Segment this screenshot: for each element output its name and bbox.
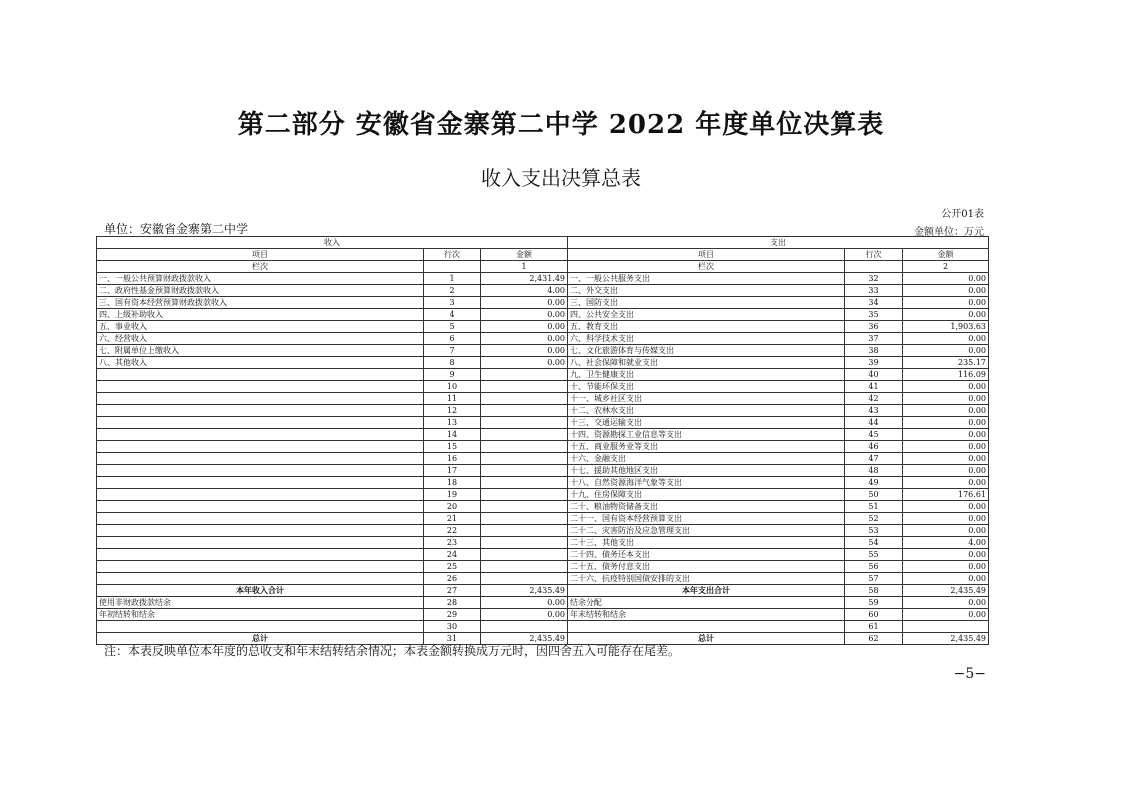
table-row [97,381,989,393]
expense-line-cell: 40 [845,369,903,381]
expense-amount-cell: 0.00 [903,441,989,453]
income-amount-cell [481,369,568,381]
expense-item-cell: 二、外交支出 [568,285,845,297]
page-title: 第二部分 安徽省金寨第二中学 2022 年度单位决算表 [237,110,885,140]
expense-lanci-blank [845,261,903,273]
expense-line-cell: 39 [845,357,903,369]
income-item-cell: 本年收入合计 [97,585,424,597]
income-line-cell: 25 [424,561,481,573]
expense-line-cell: 54 [845,537,903,549]
table-subtitle: 收入支出决算总表 [481,166,641,190]
income-line-cell: 30 [424,621,481,633]
income-amount-cell [481,573,568,585]
expense-line-cell: 36 [845,321,903,333]
income-amount-cell [481,561,568,573]
expense-line-cell: 48 [845,465,903,477]
income-amount-cell: 0.00 [481,597,568,609]
income-item-cell: 四、上级补助收入 [97,309,424,321]
expense-line-cell: 53 [845,525,903,537]
expense-line-cell: 55 [845,549,903,561]
expense-line-cell: 57 [845,573,903,585]
expense-line-cell: 45 [845,429,903,441]
expense-item-cell: 十九、住房保障支出 [568,489,845,501]
table-row [97,405,989,417]
expense-item-cell: 本年支出合计 [568,585,845,597]
income-line-cell: 2 [424,285,481,297]
expense-amount-cell: 0.00 [903,309,989,321]
income-item-cell [97,561,424,573]
income-item-cell [97,549,424,561]
expense-amount-cell: 0.00 [903,393,989,405]
income-amount-cell [481,381,568,393]
expense-item-header: 项目 [568,249,845,261]
income-line-cell: 4 [424,309,481,321]
income-item-cell [97,393,424,405]
expense-amount-cell: 0.00 [903,477,989,489]
income-line-cell: 23 [424,537,481,549]
expense-amount-cell: 0.00 [903,513,989,525]
income-line-cell: 29 [424,609,481,621]
table-row [97,285,989,297]
table-row [97,333,989,345]
income-item-cell [97,573,424,585]
unit-label: 单位：安徽省金寨第二中学 [104,222,249,236]
expense-line-cell: 46 [845,441,903,453]
income-line-cell: 19 [424,489,481,501]
expense-line-header: 行次 [845,249,903,261]
table-row [97,489,989,501]
income-item-cell: 五、事业收入 [97,321,424,333]
expense-amount-cell: 0.00 [903,525,989,537]
income-item-cell [97,453,424,465]
page-number: −5− [953,666,986,682]
expense-line-cell: 59 [845,597,903,609]
expense-amount-cell: 116.09 [903,369,989,381]
expense-amount-cell: 1,903.63 [903,321,989,333]
expense-item-cell: 十四、资源勘探工业信息等支出 [568,429,845,441]
expense-amount-cell: 0.00 [903,345,989,357]
income-amount-cell [481,429,568,441]
expense-line-cell: 38 [845,345,903,357]
income-item-cell [97,417,424,429]
section-header-row [97,237,989,249]
income-amount-cell [481,525,568,537]
expense-line-cell: 56 [845,561,903,573]
expense-amount-cell: 0.00 [903,501,989,513]
income-line-cell: 16 [424,453,481,465]
table-row [97,297,989,309]
income-item-cell [97,381,424,393]
expense-item-cell: 十七、援助其他地区支出 [568,465,845,477]
table-row [97,357,989,369]
income-line-cell: 20 [424,501,481,513]
income-item-cell [97,441,424,453]
income-line-cell: 7 [424,345,481,357]
income-line-cell: 24 [424,549,481,561]
income-amount-cell [481,405,568,417]
income-header: 收入 [97,237,568,249]
expense-item-cell: 二十一、国有资本经营预算支出 [568,513,845,525]
expense-line-cell: 62 [845,633,903,645]
expense-item-cell: 结余分配 [568,597,845,609]
expense-line-cell: 37 [845,333,903,345]
expense-line-cell: 52 [845,513,903,525]
table-row [97,525,989,537]
income-item-cell: 二、政府性基金预算财政拨款收入 [97,285,424,297]
expense-item-cell: 三、国防支出 [568,297,845,309]
table-row [97,513,989,525]
expense-amount-cell: 0.00 [903,405,989,417]
income-amount-cell: 0.00 [481,609,568,621]
expense-line-cell: 60 [845,609,903,621]
income-line-cell: 21 [424,513,481,525]
expense-line-cell: 41 [845,381,903,393]
income-item-cell [97,513,424,525]
expense-amount-cell: 0.00 [903,549,989,561]
income-line-cell: 14 [424,429,481,441]
income-item-cell: 八、其他收入 [97,357,424,369]
income-item-cell [97,537,424,549]
table-row [97,393,989,405]
income-line-cell: 9 [424,369,481,381]
income-item-cell [97,429,424,441]
table-row [97,417,989,429]
income-amount-cell: 0.00 [481,297,568,309]
expense-item-cell: 二十四、债务还本支出 [568,549,845,561]
expense-amount-cell: 0.00 [903,561,989,573]
expense-item-cell: 二十三、其他支出 [568,537,845,549]
expense-line-cell: 42 [845,393,903,405]
income-item-cell [97,405,424,417]
income-amount-cell: 0.00 [481,345,568,357]
footnote: 注：本表反映单位本年度的总收支和年末结转结余情况；本表金额转换成万元时，因四舍五入可能存在尾差。 [104,644,681,658]
expense-item-cell: 十三、交通运输支出 [568,417,845,429]
expense-amount-cell [903,621,989,633]
income-item-cell: 六、经营收入 [97,333,424,345]
expense-line-cell: 51 [845,501,903,513]
income-line-cell: 31 [424,633,481,645]
income-item-header: 项目 [97,249,424,261]
income-item-cell: 三、国有资本经营预算财政拨款收入 [97,297,424,309]
income-line-cell: 1 [424,273,481,285]
expense-item-cell: 七、文化旅游体育与传媒支出 [568,345,845,357]
income-amount-cell [481,549,568,561]
expense-item-cell: 九、卫生健康支出 [568,369,845,381]
expense-amount-cell: 0.00 [903,573,989,585]
income-expense-table [96,236,989,645]
expense-item-cell: 年末结转和结余 [568,609,845,621]
expense-amount-header: 金额 [903,249,989,261]
income-amount-cell [481,621,568,633]
income-lanci-label: 栏次 [97,261,424,273]
expense-line-cell: 44 [845,417,903,429]
income-line-cell: 27 [424,585,481,597]
expense-item-cell: 二十二、灾害防治及应急管理支出 [568,525,845,537]
table-row [97,453,989,465]
expense-amount-cell: 0.00 [903,597,989,609]
income-amount-cell [481,537,568,549]
expense-item-cell: 四、公共安全支出 [568,309,845,321]
money-unit-label: 金额单位：万元 [914,227,984,238]
income-amount-cell [481,393,568,405]
expense-line-cell: 35 [845,309,903,321]
income-line-cell: 26 [424,573,481,585]
table-row [97,345,989,357]
table-row [97,585,989,597]
expense-line-cell: 34 [845,297,903,309]
income-column-number: 1 [481,261,568,273]
income-amount-cell: 2,431.49 [481,273,568,285]
expense-lanci-label: 栏次 [568,261,845,273]
income-line-cell: 17 [424,465,481,477]
income-amount-cell: 4.00 [481,285,568,297]
expense-amount-cell: 0.00 [903,381,989,393]
expense-item-cell: 十、节能环保支出 [568,381,845,393]
income-amount-cell [481,489,568,501]
table-row [97,561,989,573]
income-amount-cell [481,441,568,453]
table-row [97,309,989,321]
income-item-cell [97,621,424,633]
income-line-cell: 18 [424,477,481,489]
income-amount-cell [481,465,568,477]
income-lanci-blank [424,261,481,273]
income-amount-cell: 0.00 [481,333,568,345]
income-item-cell: 一、一般公共预算财政拨款收入 [97,273,424,285]
table-row [97,549,989,561]
expense-amount-cell: 0.00 [903,465,989,477]
form-number: 公开01表 [941,209,984,220]
income-item-cell [97,525,424,537]
table-row [97,609,989,621]
table-row [97,273,989,285]
income-line-cell: 28 [424,597,481,609]
expense-line-cell: 58 [845,585,903,597]
income-line-cell: 6 [424,333,481,345]
expense-line-cell: 32 [845,273,903,285]
expense-header: 支出 [568,237,989,249]
income-item-cell [97,465,424,477]
income-item-cell: 七、附属单位上缴收入 [97,345,424,357]
expense-item-cell: 一、一般公共服务支出 [568,273,845,285]
table-row [97,441,989,453]
table-row [97,477,989,489]
expense-line-cell: 49 [845,477,903,489]
income-amount-cell: 2,435.49 [481,633,568,645]
expense-amount-cell: 176.61 [903,489,989,501]
income-line-cell: 13 [424,417,481,429]
table-row [97,621,989,633]
income-amount-cell: 0.00 [481,309,568,321]
expense-item-cell: 十五、商业服务业等支出 [568,441,845,453]
expense-item-cell: 十六、金融支出 [568,453,845,465]
income-line-cell: 5 [424,321,481,333]
income-amount-cell: 0.00 [481,357,568,369]
table-row [97,597,989,609]
expense-amount-cell: 2,435.49 [903,585,989,597]
income-amount-cell: 2,435.49 [481,585,568,597]
income-line-header: 行次 [424,249,481,261]
expense-line-cell: 47 [845,453,903,465]
expense-item-cell: 六、科学技术支出 [568,333,845,345]
expense-item-cell: 二十六、抗疫特别国债安排的支出 [568,573,845,585]
income-item-cell [97,501,424,513]
table-row [97,537,989,549]
expense-item-cell: 二十、粮油物资储备支出 [568,501,845,513]
expense-column-number: 2 [903,261,989,273]
expense-line-cell: 33 [845,285,903,297]
income-amount-cell [481,477,568,489]
expense-amount-cell: 0.00 [903,273,989,285]
expense-amount-cell: 4.00 [903,537,989,549]
expense-item-cell [568,621,845,633]
expense-item-cell: 十八、自然资源海洋气象等支出 [568,477,845,489]
income-line-cell: 3 [424,297,481,309]
income-line-cell: 10 [424,381,481,393]
income-amount-header: 金额 [481,249,568,261]
expense-item-cell: 八、社会保障和就业支出 [568,357,845,369]
expense-amount-cell: 0.00 [903,609,989,621]
expense-amount-cell: 2,435.49 [903,633,989,645]
table-row [97,501,989,513]
expense-amount-cell: 0.00 [903,285,989,297]
income-line-cell: 11 [424,393,481,405]
table-row [97,573,989,585]
expense-amount-cell: 0.00 [903,429,989,441]
income-amount-cell: 0.00 [481,321,568,333]
expense-line-cell: 50 [845,489,903,501]
income-amount-cell [481,501,568,513]
income-line-cell: 22 [424,525,481,537]
expense-amount-cell: 0.00 [903,297,989,309]
income-amount-cell [481,453,568,465]
table-row [97,369,989,381]
income-item-cell: 使用非财政拨款结余 [97,597,424,609]
table-row [97,465,989,477]
expense-item-cell: 十二、农林水支出 [568,405,845,417]
expense-line-cell: 61 [845,621,903,633]
income-item-cell [97,489,424,501]
income-line-cell: 8 [424,357,481,369]
income-item-cell: 总计 [97,633,424,645]
expense-amount-cell: 0.00 [903,453,989,465]
income-item-cell [97,369,424,381]
expense-item-cell: 五、教育支出 [568,321,845,333]
income-item-cell: 年初结转和结余 [97,609,424,621]
income-amount-cell [481,513,568,525]
expense-item-cell: 二十五、债务付息支出 [568,561,845,573]
expense-amount-cell: 235.17 [903,357,989,369]
expense-amount-cell: 0.00 [903,333,989,345]
income-line-cell: 12 [424,405,481,417]
expense-item-cell: 总计 [568,633,845,645]
table-row [97,429,989,441]
income-line-cell: 15 [424,441,481,453]
expense-line-cell: 43 [845,405,903,417]
expense-amount-cell: 0.00 [903,417,989,429]
column-header-row [97,249,989,261]
income-amount-cell [481,417,568,429]
income-item-cell [97,477,424,489]
table-row [97,321,989,333]
column-number-row [97,261,989,273]
expense-item-cell: 十一、城乡社区支出 [568,393,845,405]
